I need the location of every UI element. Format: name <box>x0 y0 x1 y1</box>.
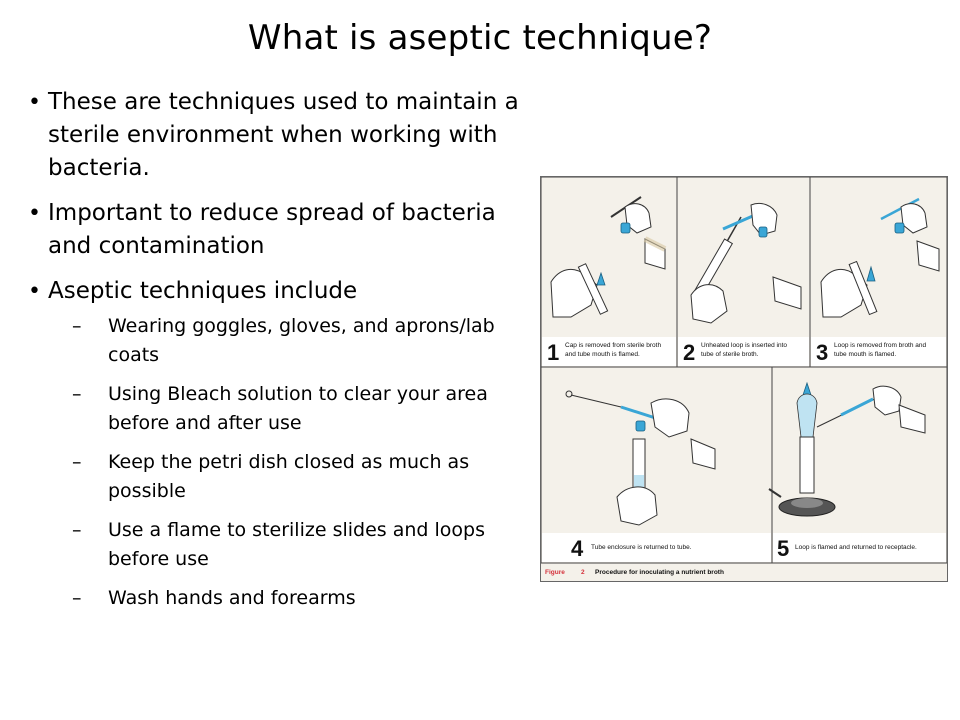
bullet-item <box>30 86 530 185</box>
panel-5-caption-line-1: Loop is flamed and returned to receptacle. <box>795 544 917 551</box>
panel-4-number: 4 <box>571 536 584 561</box>
sub-bullet-text: Use a flame to sterilize slides and loops before use <box>108 519 485 570</box>
panel-2-number: 2 <box>683 340 696 365</box>
bullet-dot: • <box>28 90 41 115</box>
figure-caption: Procedure for inoculating a nutrient broth <box>595 569 724 576</box>
panel-1-caption-line-2: and tube mouth is flamed. <box>565 351 640 358</box>
sub-bullet-item <box>48 448 530 506</box>
procedure-figure <box>540 176 948 582</box>
bullet-text: These are techniques used to maintain a sterile environment when working with bacteria. <box>48 89 519 181</box>
sub-bullet-dash: – <box>72 315 82 337</box>
bullet-item <box>30 275 530 613</box>
sub-bullet-item <box>48 312 530 370</box>
sub-bullet-text: Wearing goggles, gloves, and aprons/lab coats <box>108 315 495 366</box>
sub-bullet-dash: – <box>72 451 82 473</box>
figure-number: 2 <box>581 569 585 576</box>
panel-3-number: 3 <box>816 340 829 365</box>
panel-3-caption-line-2: tube mouth is flamed. <box>834 351 897 358</box>
panel-1-number: 1 <box>547 340 560 365</box>
sub-bullet-dash: – <box>72 383 82 405</box>
sub-bullet-item <box>48 584 530 613</box>
bullet-item <box>30 197 530 263</box>
slide-title: What is aseptic technique? <box>247 18 713 58</box>
panel-3-caption-line-1: Loop is removed from broth and <box>834 342 927 349</box>
bullet-text: Aseptic techniques include <box>48 278 358 304</box>
sub-bullet-item <box>48 516 530 574</box>
panel-2-caption-line-2: tube of sterile broth. <box>701 351 759 358</box>
procedure-illustration <box>541 177 947 581</box>
bullet-list <box>30 86 530 625</box>
sub-bullet-text: Using Bleach solution to clear your area before and after use <box>108 383 488 434</box>
bullet-text: Important to reduce spread of bacteria and contamination <box>48 200 496 259</box>
panel-1-caption-line-1: Cap is removed from sterile broth <box>565 342 662 349</box>
sub-bullet-dash: – <box>72 587 82 609</box>
sub-bullet-dash: – <box>72 519 82 541</box>
panel-2-caption-line-1: Unheated loop is inserted into <box>701 342 788 349</box>
sub-bullet-list <box>48 312 530 613</box>
figure-label: Figure <box>545 569 565 576</box>
bullet-dot: • <box>28 279 41 304</box>
bullet-dot: • <box>28 201 41 226</box>
sub-bullet-text: Wash hands and forearms <box>108 587 356 609</box>
sub-bullet-item <box>48 380 530 438</box>
sub-bullet-text: Keep the petri dish closed as much as possible <box>108 451 470 502</box>
panel-4-caption-line-1: Tube enclosure is returned to tube. <box>591 544 692 551</box>
panel-5-number: 5 <box>777 536 790 561</box>
